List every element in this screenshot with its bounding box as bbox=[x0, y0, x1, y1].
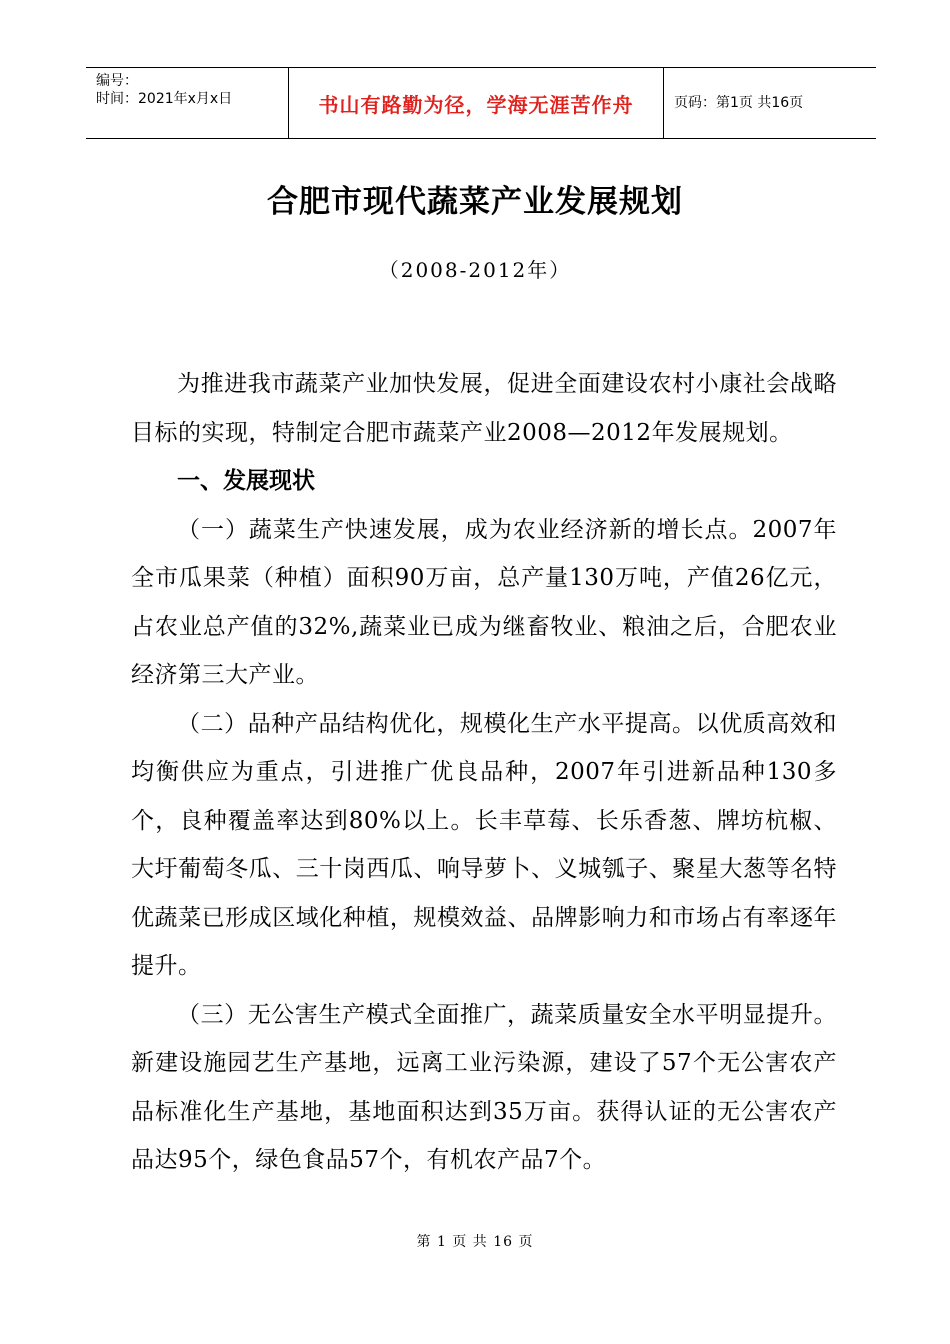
document-header bbox=[86, 67, 876, 139]
paragraph-3: （三）无公害生产模式全面推广，蔬菜质量安全水平明显提升。新建设施园艺生产基地，远离工业污染源，建设了57个无公害农产品标准化生产基地，基地面积达到35万亩。获得认证的无公害农产品达95个，绿色食品57个，有机农产品7个。 bbox=[131, 1001, 837, 1173]
document-title: 合肥市现代蔬菜产业发展规划 bbox=[267, 184, 683, 220]
section-heading: 一、发展现状 bbox=[177, 468, 315, 494]
header-motto-cell bbox=[289, 68, 664, 138]
paragraph-1: （一）蔬菜生产快速发展，成为农业经济新的增长点。2007年全市瓜果菜（种植）面积90万亩，总产量130万吨，产值26亿元，占农业总产值的32%,蔬菜业已成为继畜牧业、粮油之后，合肥农业经济第三大产业。 bbox=[131, 516, 837, 688]
serial-label: 编号： bbox=[96, 73, 138, 89]
header-meta-cell bbox=[86, 68, 289, 138]
header-page-cell bbox=[664, 68, 886, 138]
paragraph-2: （二）品种产品结构优化，规模化生产水平提高。以优质高效和均衡供应为重点，引进推广优良品种，2007年引进新品种130多个，良种覆盖率达到80%以上。长丰草莓、长乐香葱、牌坊杭椒、大圩葡萄冬瓜、三十岗西瓜、响导萝卜、义城瓠子、聚星大葱等名特优蔬菜已形成区域化种植，规模效益、品牌影响力和市场占有率逐年提升。 bbox=[131, 710, 837, 979]
page-info: 页码：第1页 共16页 bbox=[674, 95, 804, 111]
document-subtitle: （2008-2012年） bbox=[378, 258, 572, 282]
intro-paragraph: 为推进我市蔬菜产业加快发展，促进全面建设农村小康社会战略目标的实现，特制定合肥市蔬菜产业2008—2012年发展规划。 bbox=[131, 371, 837, 446]
document-body bbox=[131, 360, 837, 1185]
time-label: 时间：2021年x月x日 bbox=[96, 91, 233, 107]
page-footer: 第 1 页 共 16 页 bbox=[416, 1234, 534, 1250]
motto-text: 书山有路勤为径，学海无涯苦作舟 bbox=[318, 92, 634, 117]
